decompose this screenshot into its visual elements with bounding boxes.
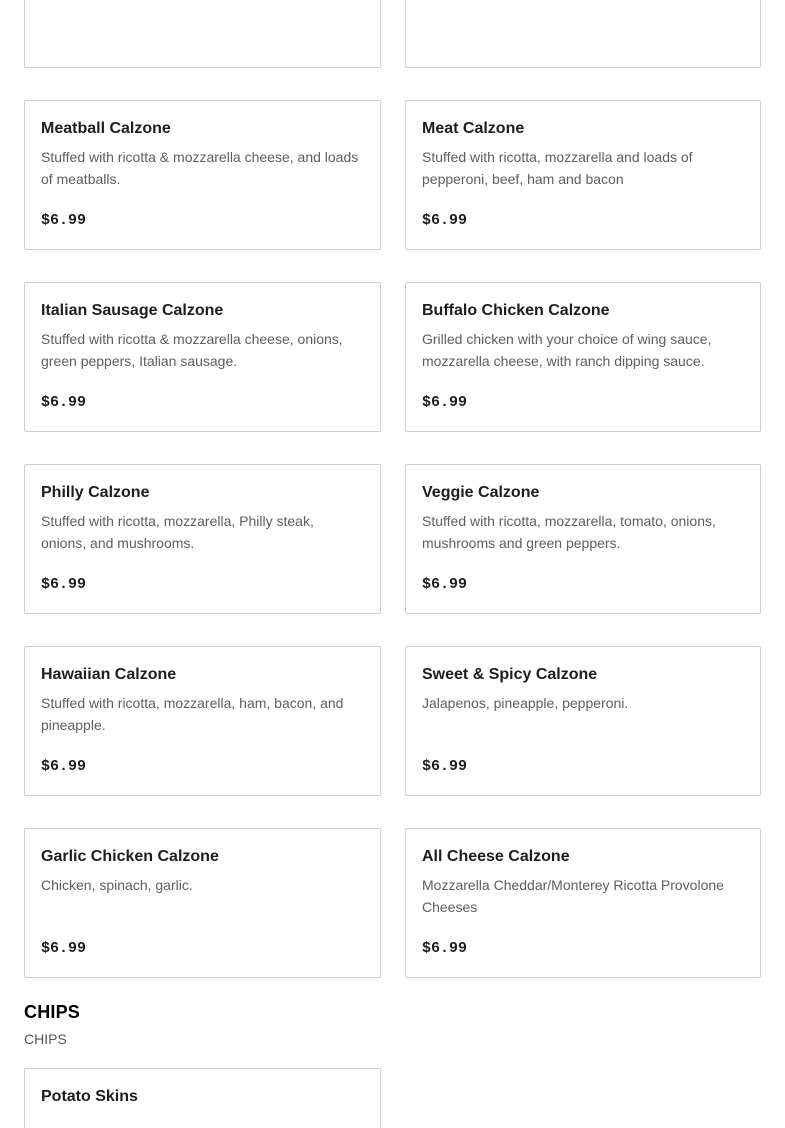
- menu-item-card[interactable]: [24, 1068, 381, 1128]
- menu-item-name: Buffalo Chicken Calzone: [422, 302, 610, 319]
- menu-item-name: Veggie Calzone: [422, 484, 540, 501]
- menu-item-description: Stuffed with ricotta & mozzarella cheese, onions, green peppers, Italian sausage.: [41, 331, 343, 369]
- menu-item-price: $6.99: [422, 758, 468, 775]
- menu-item-description: Stuffed with ricotta, mozzarella and loads of pepperoni, beef, ham and bacon: [422, 149, 693, 187]
- menu-item-card[interactable]: [405, 282, 761, 432]
- menu-item-description: Stuffed with ricotta, mozzarella, tomato, onions, mushrooms and green peppers.: [422, 513, 716, 551]
- menu-item-card[interactable]: [24, 646, 381, 796]
- menu-item-name: Meatball Calzone: [41, 120, 171, 137]
- menu-item-description: Grilled chicken with your choice of wing sauce, mozzarella cheese, with ranch dipping sauce.: [422, 331, 712, 369]
- section-title: CHIPS: [24, 1002, 81, 1022]
- menu-item-card[interactable]: [24, 282, 381, 432]
- menu-item-name: Potato Skins: [41, 1088, 138, 1105]
- menu-item-name: Hawaiian Calzone: [41, 666, 177, 683]
- menu-item-price: $6.99: [422, 394, 468, 411]
- menu-item-price: $6.99: [422, 212, 468, 229]
- section-subtitle: CHIPS: [24, 1031, 67, 1047]
- menu-item-price: $6.99: [41, 940, 87, 957]
- menu-item-description: Mozzarella Cheddar/Monterey Ricotta Provolone Cheeses: [422, 877, 724, 915]
- menu-item-price: $6.99: [41, 758, 87, 775]
- menu-item-price: $6.99: [41, 576, 87, 593]
- menu-item-description: Chicken, spinach, garlic.: [41, 877, 193, 893]
- menu-item-card[interactable]: [405, 464, 761, 614]
- menu-item-card[interactable]: [24, 100, 381, 250]
- menu-item-card[interactable]: [405, 828, 761, 978]
- menu-item-price: $6.99: [41, 212, 87, 229]
- menu-item-description: Jalapenos, pineapple, pepperoni.: [422, 695, 629, 711]
- menu-item-card[interactable]: [24, 0, 381, 68]
- menu-item-price: $6.99: [422, 576, 468, 593]
- menu-item-price: $6.99: [422, 940, 468, 957]
- menu-item-name: Italian Sausage Calzone: [41, 302, 224, 319]
- menu-item-name: Sweet & Spicy Calzone: [422, 666, 598, 683]
- menu-item-description: Stuffed with ricotta, mozzarella, Philly steak, onions, and mushrooms.: [41, 513, 314, 551]
- menu-item-name: Philly Calzone: [41, 484, 150, 501]
- menu-item-card[interactable]: [24, 828, 381, 978]
- menu-item-card[interactable]: [24, 464, 381, 614]
- menu-item-name: Meat Calzone: [422, 120, 525, 137]
- menu-item-description: Stuffed with ricotta & mozzarella cheese, and loads of meatballs.: [41, 149, 359, 187]
- menu-item-card[interactable]: [405, 0, 761, 68]
- menu-item-name: All Cheese Calzone: [422, 848, 570, 865]
- menu-item-price: $6.99: [41, 394, 87, 411]
- menu-item-card[interactable]: [405, 646, 761, 796]
- menu-item-description: Stuffed with ricotta, mozzarella, ham, bacon, and pineapple.: [41, 695, 344, 733]
- menu-item-card[interactable]: [405, 100, 761, 250]
- menu-item-name: Garlic Chicken Calzone: [41, 848, 219, 865]
